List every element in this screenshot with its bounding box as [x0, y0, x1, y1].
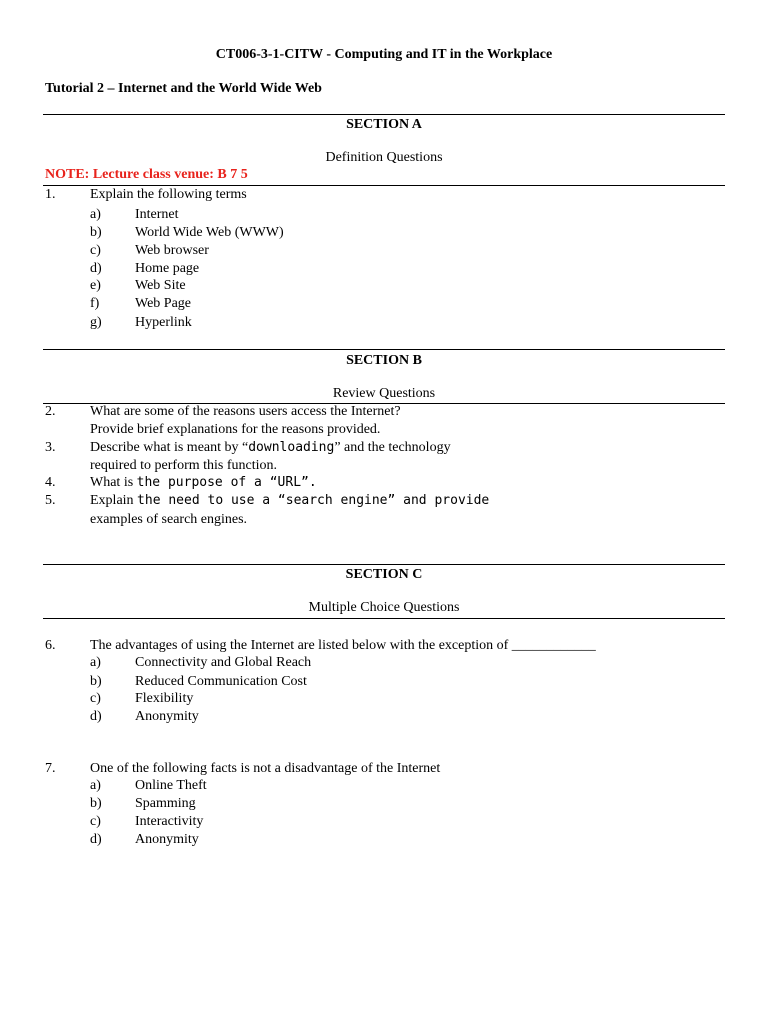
item-letter: b)	[90, 225, 102, 240]
question-text-part: the need to use a “search engine” and provide	[137, 493, 490, 508]
option-letter: b)	[90, 796, 102, 811]
section-b-heading: SECTION B	[346, 353, 422, 368]
option-letter: a)	[90, 778, 101, 793]
section-a-heading: SECTION A	[346, 117, 422, 132]
question-number: 4.	[45, 475, 56, 490]
question-text: The advantages of using the Internet are listed below with the exception of ____________	[90, 638, 596, 653]
question-number: 6.	[45, 638, 56, 653]
item-letter: d)	[90, 261, 102, 276]
item-text: Web Site	[135, 278, 186, 293]
question-text-part: What is	[90, 475, 137, 490]
question-text	[90, 439, 451, 457]
option-text: Online Theft	[135, 778, 207, 793]
option-text: Spamming	[135, 796, 196, 811]
item-text: Web Page	[135, 296, 192, 311]
venue-note: NOTE: Lecture class venue: B 7 5	[45, 167, 248, 182]
question-text: Explain the following terms	[90, 187, 247, 202]
section-a-subheading: Definition Questions	[325, 150, 443, 165]
question-text-part: the purpose of a	[136, 475, 262, 490]
item-letter: f)	[90, 296, 100, 311]
option-text: Reduced Communication Cost	[135, 674, 307, 689]
divider	[43, 618, 725, 619]
item-text: Hyperlink	[135, 315, 192, 330]
item-text: Internet	[135, 207, 179, 222]
question-text: required to perform this function.	[90, 458, 278, 473]
option-letter: b)	[90, 674, 102, 689]
item-text: Web browser	[135, 243, 209, 258]
question-number: 2.	[45, 404, 56, 419]
option-letter: a)	[90, 655, 101, 670]
item-letter: a)	[90, 207, 101, 222]
question-text-part: ” and the technology	[334, 440, 451, 455]
divider	[43, 564, 725, 565]
question-text-part: downloading	[248, 440, 335, 455]
question-number: 1.	[45, 187, 56, 202]
course-title: CT006-3-1-CITW - Computing and IT in the Workplace	[215, 47, 553, 62]
option-text: Flexibility	[135, 691, 194, 706]
question-text: examples of search engines.	[90, 512, 248, 527]
question-text-part: Describe what is meant by “	[90, 440, 249, 455]
item-letter: c)	[90, 243, 101, 258]
question-number: 5.	[45, 493, 56, 508]
question-text: Provide brief explanations for the reasons provided.	[90, 422, 381, 437]
question-text-part: “URL”.	[261, 475, 317, 490]
item-letter: e)	[90, 278, 101, 293]
option-text: Interactivity	[135, 814, 204, 829]
question-number: 7.	[45, 761, 56, 776]
section-b-subheading: Review Questions	[332, 386, 436, 401]
divider	[43, 349, 725, 350]
option-text: Anonymity	[135, 832, 199, 847]
option-text: Anonymity	[135, 709, 199, 724]
item-text: World Wide Web (WWW)	[135, 225, 284, 240]
section-c-subheading: Multiple Choice Questions	[308, 600, 460, 615]
option-text: Connectivity and Global Reach	[135, 655, 312, 670]
question-text: What are some of the reasons users access the Internet?	[90, 404, 401, 419]
question-text	[90, 474, 317, 492]
tutorial-title: Tutorial 2 – Internet and the World Wide Web	[45, 81, 322, 96]
question-text: One of the following facts is not a disadvantage of the Internet	[90, 761, 441, 776]
item-letter: g)	[90, 315, 102, 330]
question-number: 3.	[45, 440, 56, 455]
item-text: Home page	[135, 261, 200, 276]
question-text	[90, 492, 489, 510]
option-letter: c)	[90, 814, 101, 829]
question-text-part: Explain	[90, 493, 138, 508]
section-c-heading: SECTION C	[345, 567, 423, 582]
option-letter: d)	[90, 709, 102, 724]
option-letter: d)	[90, 832, 102, 847]
option-letter: c)	[90, 691, 101, 706]
divider	[43, 114, 725, 115]
